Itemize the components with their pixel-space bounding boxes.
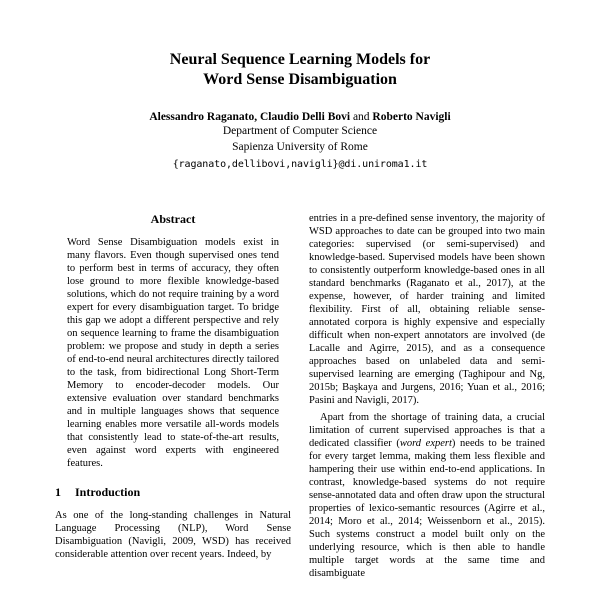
title-line-1: Neural Sequence Learning Models for xyxy=(169,51,431,68)
author-conjunction: and xyxy=(352,111,370,124)
title-line-2: Word Sense Disambiguation xyxy=(203,70,397,88)
author-names-1: Alessandro Raganato, Claudio Delli Bovi xyxy=(149,111,351,124)
university: Sapienza University of Rome xyxy=(232,140,368,153)
authors-line xyxy=(55,111,545,123)
department: Department of Computer Science xyxy=(222,125,378,138)
right-column xyxy=(309,212,545,580)
section-heading-introduction xyxy=(55,485,291,500)
section-number: 1 xyxy=(55,484,61,499)
para2-text-before: Apart from the shortage of training data, a crucial limitation of current supervised approaches is that a dedicated classifier ( xyxy=(309,411,545,449)
section-title: Introduction xyxy=(75,484,141,499)
abstract-heading: Abstract xyxy=(150,211,196,226)
author-names-2: Roberto Navigli xyxy=(372,111,451,124)
intro-paragraph: As one of the long-standing challenges in Natural Language Processing (NLP), Word Sense Disambiguation (Navigli, 2009, WSD) has received considerable attention over recent years. Indeed, by xyxy=(55,509,291,560)
right-paragraph-1: entries in a pre-defined sense inventory, the majority of WSD approaches to date can be grouped into two main categories: supervised (or semi-supervised) and knowledge-based. Supervised models have been shown to consistently outperform knowledge-based ones in all standard benchmarks (Raganato et al., 2017), at the expense, however, of harder training and limited flexibility. First of all, obtaining reliable sense-annotated corpora is highly expensive and especially difficult when non-expert annotators are involved (de Lacalle and Agirre, 2015), and as a consequence approaches based on unlabeled data and semi-supervised learning are emerging (Taghipour and Ng, 2015b; Başkaya and Jurgens, 2016; Yuan et al., 2016; Pasini and Navigli, 2017). xyxy=(309,212,545,406)
para2-text-after: ) needs to be trained for every target lemma, making them less flexible and hampering their use within end-to-end applications. In contrast, knowledge-based systems do not require sense-annotated data and often draw upon the structural properties of lexico-semantic resources (Agirre et al., 2014; Moro et al., 2014; Weissenborn et al., 2015). Such systems construct a model built only on the underlying resource, which is then able to handle multiple target words at the same time and disambiguate xyxy=(309,437,546,580)
para2-word-expert-italic: word expert xyxy=(399,437,452,449)
paper-title xyxy=(55,50,545,89)
left-column xyxy=(55,212,291,580)
abstract-text: Word Sense Disambiguation models exist in many flavors. Even though supervised ones tend to perform best in terms of accuracy, they often lose ground to more flexible knowledge-based solutions, which do not require training by a word expert for every disambiguation target. To bridge this gap we adopt a different perspective and rely on sequence learning to frame the disambiguation problem: we propose and study in depth a series of end-to-end neural architectures directly tailored to the task, from bidirectional Long Short-Term Memory to encoder-decoder models. Our extensive evaluation over standard benchmarks and in multiple languages shows that sequence learning enables more versatile all-words models that consistently lead to state-of-the-art results, even against word experts with engineered features. xyxy=(67,236,279,469)
email-line: {raganato,dellibovi,navigli}@di.uniroma1.it xyxy=(172,158,428,170)
two-column-body xyxy=(55,212,545,580)
right-paragraph-2 xyxy=(309,411,545,580)
